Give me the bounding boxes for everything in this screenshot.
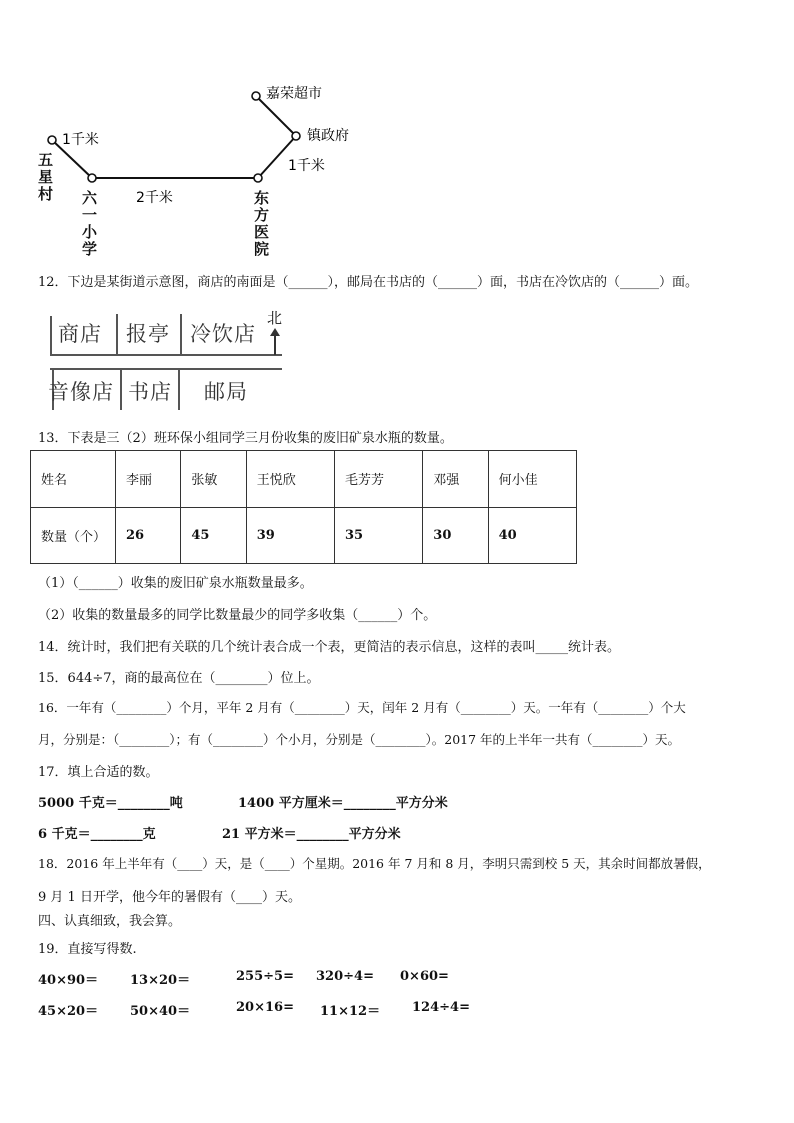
table-cell: 毛芳芳 (334, 451, 422, 508)
q19-expr: 124÷4= (412, 1000, 470, 1015)
q15-text: 15．644÷7，商的最高位在（________）位上。 (38, 671, 320, 686)
street-map (46, 308, 286, 412)
label-distance-2: 2千米 (136, 190, 173, 206)
label-distance-1: 1千米 (62, 132, 99, 148)
table-cell: 26 (116, 507, 181, 564)
q19-expr: 320÷4= (316, 969, 374, 984)
q19-expr: 255÷5= (236, 969, 294, 984)
table-cell: 张敏 (181, 451, 246, 508)
route-segment-zhengfu-chaoshi (256, 96, 296, 136)
q17-item-a: 5000 千克＝________吨 (38, 796, 183, 811)
q12-text: 12．下边是某街道示意图，商店的南面是（______），邮局在书店的（______）面，书店在冷饮店的（______）面。 (38, 275, 699, 290)
street-line-vertical-2a (180, 314, 182, 356)
table-cell: 40 (488, 507, 576, 564)
q16-line2: 月，分别是：（________）；有（________）个小月，分别是（________）。2017 年的上半年一共有（________）天。 (38, 732, 681, 747)
q19-expr: 13×20＝ (130, 973, 191, 988)
q19-title: 19．直接写得数. (38, 942, 137, 957)
q19-expr: 40×90＝ (38, 973, 99, 988)
q17-item-c: 6 千克＝________克 (38, 827, 156, 842)
table-cell: 邓强 (423, 451, 488, 508)
q17-title: 17．填上合适的数。 (38, 765, 159, 780)
street-shop-shudian: 书店 (128, 380, 172, 404)
north-arrow-icon (269, 328, 281, 356)
street-line-horizontal-top (50, 354, 282, 356)
q17-item-b: 1400 平方厘米＝________平方分米 (238, 796, 448, 811)
q17-item-d: 21 平方米＝________平方分米 (222, 827, 401, 842)
label-zhenzhengfu: 镇政府 (307, 128, 349, 144)
north-label: 北 (267, 309, 283, 327)
table-row (31, 507, 577, 564)
q19-expr: 0×60= (400, 969, 449, 984)
label-distance-3: 1千米 (288, 158, 325, 174)
q19-expr: 20×16= (236, 1000, 294, 1015)
point-jiarong (252, 92, 260, 100)
point-wuxingcun (48, 136, 56, 144)
table-cell: 何小佳 (488, 451, 576, 508)
street-line-vertical-1b (120, 370, 122, 410)
street-line-horizontal-bottom (50, 368, 282, 370)
label-liuyi: 六一小学 (82, 189, 98, 258)
q14-text: 14．统计时，我们把有关联的几个统计表合成一个表，更简洁的表示信息，这样的表叫_____统计表。 (38, 640, 621, 655)
table-cell: 王悦欣 (246, 451, 334, 508)
label-dongfang: 东方医院 (254, 189, 270, 258)
table-cell: 30 (423, 507, 488, 564)
street-shop-lengyindian: 冷饮店 (190, 322, 256, 346)
table-cell: 45 (181, 507, 246, 564)
table-cell: 35 (334, 507, 422, 564)
point-dongfang (254, 174, 262, 182)
label-wuxingcun: 五星村 (38, 151, 54, 203)
street-shop-youju: 邮局 (204, 380, 248, 404)
q13-sub2: （2）收集的数量最多的同学比数量最少的同学多收集（______）个。 (38, 608, 437, 623)
q19-expr: 11×12＝ (320, 1004, 381, 1019)
street-line-vertical-1a (116, 314, 118, 356)
table-cell: 39 (246, 507, 334, 564)
street-shop-yinxiangdian: 音像店 (48, 380, 114, 404)
table-row (31, 451, 577, 508)
table-cell: 李丽 (116, 451, 181, 508)
q13-text: 13．下表是三（2）班环保小组同学三月份收集的废旧矿泉水瓶的数量。 (38, 431, 453, 446)
table-cell: 姓名 (31, 451, 116, 508)
q19-expr: 50×40＝ (130, 1004, 191, 1019)
street-line-vertical-2b (178, 370, 180, 410)
point-zhengfu (292, 132, 300, 140)
q18-line1: 18．2016 年上半年有（____）天，是（____）个星期。2016 年 7 月和 8 月，李明只需到校 5 天，其余时间都放暑假， (38, 856, 711, 871)
label-jiarong: 嘉荣超市 (266, 86, 322, 102)
street-shop-shangdian: 商店 (58, 322, 102, 346)
table-cell: 数量（个） (31, 507, 116, 564)
q16-line1: 16．一年有（________）个月，平年 2 月有（________）天，闰年 2 月有（________）天。一年有（________）个大 (38, 700, 686, 715)
street-line-left-top (50, 316, 52, 356)
point-liuyi (88, 174, 96, 182)
bottle-table (30, 450, 577, 564)
q13-sub1: （1）（______）收集的废旧矿泉水瓶数量最多。 (38, 576, 313, 591)
q18-line2: 9 月 1 日开学，他今年的暑假有（____）天。 (38, 890, 301, 905)
q19-expr: 45×20＝ (38, 1004, 99, 1019)
section4-heading: 四、认真细致，我会算。 (38, 914, 182, 929)
street-shop-baoting: 报亭 (126, 322, 170, 346)
